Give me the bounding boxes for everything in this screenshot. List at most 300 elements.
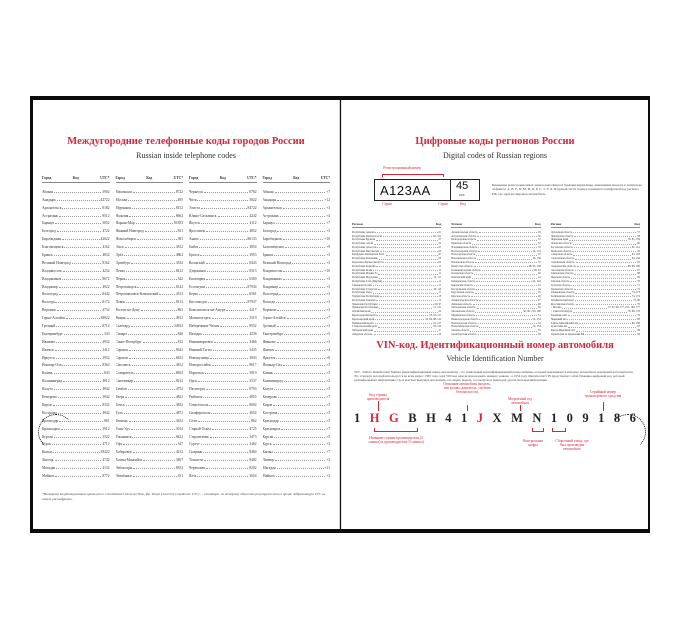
leader-dots bbox=[283, 365, 325, 366]
vin-example bbox=[354, 411, 636, 426]
region-name: Северная Осетия bbox=[352, 283, 372, 287]
region-code: 20, 95 bbox=[434, 302, 442, 306]
leader-dots bbox=[275, 350, 325, 351]
city-name: Бийск bbox=[189, 245, 199, 250]
city-code: +4 bbox=[326, 347, 330, 352]
city-code: 3412 bbox=[102, 347, 110, 352]
phone-code-row bbox=[263, 241, 331, 249]
region-code: 31 bbox=[537, 238, 541, 242]
phone-code-row bbox=[116, 281, 184, 289]
region-code: 74, 174 bbox=[631, 295, 640, 299]
city-name: Кисловодск bbox=[189, 300, 208, 305]
city-name: Магадан bbox=[42, 466, 56, 471]
leader-dots bbox=[273, 444, 326, 445]
leader-dots bbox=[277, 342, 326, 343]
city-code: +3 bbox=[326, 205, 330, 210]
city-code: +5 bbox=[326, 434, 330, 439]
city-name: Ессентуки bbox=[189, 284, 205, 289]
city-name: Архангельск bbox=[262, 205, 282, 210]
city-code: 3652 bbox=[249, 410, 257, 415]
leader-dots bbox=[275, 460, 325, 461]
city-code: 8443 bbox=[249, 260, 257, 265]
city-name: Москва bbox=[115, 197, 128, 202]
city-name: Волжский bbox=[189, 260, 205, 265]
region-name: Оренбургская область bbox=[451, 332, 477, 336]
region-codes-column bbox=[352, 222, 441, 336]
leader-dots bbox=[198, 381, 249, 382]
region-code: 08 bbox=[438, 257, 442, 261]
phone-code-row bbox=[263, 281, 331, 289]
city-code: 831 bbox=[177, 229, 183, 234]
vin-label-serial: Серийный номер транспортного средства bbox=[584, 390, 622, 398]
city-name: Воронеж bbox=[42, 308, 56, 313]
city-name: Ульяновск bbox=[115, 434, 132, 439]
region-code: 56 bbox=[537, 332, 541, 336]
region-code: 07 bbox=[438, 253, 442, 257]
city-name: Иваново bbox=[262, 339, 276, 344]
vin-label-description: Описание автомобиля (модель, тип кузова, двигатель, система безопасности) bbox=[443, 382, 491, 394]
phone-code-row bbox=[189, 218, 257, 226]
region-code: 48 bbox=[537, 302, 541, 306]
city-name: Калининград bbox=[42, 379, 63, 384]
region-name: Удмуртская Республика bbox=[352, 295, 380, 299]
city-code: +8 bbox=[326, 355, 330, 360]
phone-code-row bbox=[189, 328, 257, 336]
region-code: 01 bbox=[438, 230, 442, 234]
city-name: Сочи bbox=[189, 418, 197, 423]
city-name: Петрозаводск bbox=[115, 284, 137, 289]
region-code: 06 bbox=[438, 249, 442, 253]
leader-dots bbox=[276, 358, 325, 359]
region-code: 46 bbox=[537, 295, 541, 299]
leader-dots bbox=[212, 318, 249, 319]
region-code: 39, 91 bbox=[533, 268, 541, 272]
region-name: Брянская область bbox=[451, 242, 472, 246]
phone-code-row bbox=[42, 225, 110, 233]
utc-footnote: *Всемирное координированное время (англ. Coordinated Universal Time, фр. Temps Universel Coordonné, UTC) — стандарт, по которому общество регулирует часы и время. Аббревиатура UTC не имеет расшифровки. bbox=[42, 492, 326, 501]
city-code: +3 bbox=[326, 253, 330, 258]
phone-code-row bbox=[189, 249, 257, 257]
city-name: Архангельск bbox=[42, 205, 62, 210]
leader-dots bbox=[214, 342, 248, 343]
region-codes-column bbox=[551, 222, 640, 336]
leader-dots bbox=[129, 216, 174, 217]
phone-code-row bbox=[42, 360, 110, 368]
leader-dots bbox=[58, 397, 102, 398]
region-name: Ненецкий АО bbox=[550, 317, 567, 321]
city-code: 8142 bbox=[175, 284, 183, 289]
phone-code-row bbox=[42, 383, 110, 391]
region-name: Владимирская область bbox=[451, 245, 478, 249]
city-name: Горно-Алтайск bbox=[262, 316, 286, 321]
header-code: Код bbox=[535, 222, 541, 226]
phone-code-row bbox=[189, 407, 257, 415]
city-name: Нарьян-Мар bbox=[115, 221, 135, 226]
region-name: Рязанская область bbox=[550, 249, 572, 253]
city-code: 38822 bbox=[100, 316, 110, 321]
city-code: 8482 bbox=[249, 458, 257, 463]
city-name: Красноярск bbox=[42, 426, 60, 431]
leader-dots bbox=[203, 452, 248, 453]
right-page-title: Цифровые коды регионов России bbox=[415, 136, 575, 147]
city-name: Магнитогорск bbox=[189, 316, 211, 321]
plate-bracket-top bbox=[382, 174, 444, 177]
city-code: 8342 bbox=[175, 347, 183, 352]
city-code: 863 bbox=[177, 308, 183, 313]
vin-label-maker: Название страны производителя (2 символ) и производителя (3 символ) bbox=[368, 436, 424, 444]
phone-code-row bbox=[263, 415, 331, 423]
region-name: Архангельская область bbox=[451, 230, 478, 234]
city-code: 3919 bbox=[249, 371, 257, 376]
city-name: Ижевск bbox=[262, 347, 275, 352]
region-name: Хабаровский край bbox=[352, 329, 373, 333]
vin-connector bbox=[378, 401, 379, 411]
region-code: 89 bbox=[637, 329, 640, 333]
city-name: Псков bbox=[115, 300, 125, 305]
phone-code-row bbox=[116, 367, 184, 375]
region-code: 44 bbox=[537, 287, 541, 291]
city-code: +3 bbox=[326, 402, 330, 407]
city-code: 3532 bbox=[175, 260, 183, 265]
leader-dots bbox=[199, 247, 248, 248]
leader-dots bbox=[213, 350, 249, 351]
city-code: +3 bbox=[326, 324, 330, 329]
vin-char: M bbox=[511, 411, 523, 425]
vin-char: 4 bbox=[445, 411, 452, 425]
city-code: 4862 bbox=[175, 253, 183, 258]
region-codes-header bbox=[352, 222, 441, 228]
leader-dots bbox=[56, 326, 101, 327]
city-name: Новокузнецк bbox=[189, 355, 209, 360]
leader-dots bbox=[126, 405, 175, 406]
leader-dots bbox=[284, 381, 326, 382]
leader-dots bbox=[478, 334, 537, 335]
phone-code-row bbox=[116, 249, 184, 257]
city-code: 347 bbox=[177, 442, 183, 447]
city-name: Калуга bbox=[262, 387, 274, 392]
leader-dots bbox=[128, 200, 177, 201]
leader-dots bbox=[199, 294, 248, 295]
phone-code-row bbox=[116, 439, 184, 447]
phone-code-row bbox=[42, 233, 110, 241]
city-code: 3843 bbox=[249, 355, 257, 360]
region-name: Волгоградская область bbox=[451, 249, 478, 253]
region-code: 19 bbox=[438, 298, 442, 302]
city-code: 42622 bbox=[100, 237, 110, 242]
region-name: Калининградская область bbox=[451, 268, 481, 272]
city-name: Ярославль bbox=[189, 229, 206, 234]
city-name: Пермь bbox=[115, 276, 126, 281]
city-code: 4722 bbox=[102, 229, 110, 234]
city-name: Киров bbox=[262, 402, 273, 407]
region-name: Вологодская область bbox=[451, 253, 476, 257]
city-code: 3467 bbox=[175, 458, 183, 463]
phone-code-row bbox=[116, 210, 184, 218]
leader-dots bbox=[206, 287, 247, 288]
city-code: 8793 bbox=[249, 387, 257, 392]
plate-country: RUS bbox=[459, 194, 465, 197]
region-name: Мурманская область bbox=[451, 313, 475, 317]
phone-code-row bbox=[189, 304, 257, 312]
leader-dots bbox=[277, 200, 323, 201]
phone-code-row bbox=[263, 296, 331, 304]
city-code: 4932 bbox=[102, 339, 110, 344]
city-name: Екатеринбург bbox=[262, 331, 284, 336]
region-name: Астраханская область bbox=[451, 234, 477, 238]
region-code: 22 bbox=[438, 310, 442, 314]
city-code: 812 bbox=[177, 339, 183, 344]
city-name: Салехард bbox=[115, 324, 130, 329]
city-code: 8313 bbox=[249, 268, 257, 273]
city-code: 8112 bbox=[175, 300, 183, 305]
region-name: Кировская область bbox=[451, 283, 473, 287]
plate-label-right: Код bbox=[460, 202, 466, 206]
phone-code-row bbox=[189, 289, 257, 297]
region-code: 28 bbox=[438, 332, 442, 336]
vin-char: 1 bbox=[354, 411, 361, 425]
city-name: Владикавказ bbox=[262, 276, 282, 281]
region-name: Смоленская область bbox=[550, 268, 574, 272]
phone-code-row bbox=[116, 360, 184, 368]
phone-code-row bbox=[263, 383, 331, 391]
city-code: 3537 bbox=[249, 379, 257, 384]
city-name: Ижевск bbox=[42, 347, 54, 352]
city-name: Новосибирск bbox=[115, 237, 136, 242]
city-name: Тольятти bbox=[189, 458, 203, 463]
phone-code-row bbox=[116, 470, 184, 478]
leader-dots bbox=[287, 318, 326, 319]
phone-code-row bbox=[263, 423, 331, 431]
city-name: Ханты-Мансийск bbox=[115, 458, 143, 463]
region-code: 49 bbox=[537, 306, 541, 310]
leader-dots bbox=[134, 381, 175, 382]
region-codes-header bbox=[451, 222, 540, 228]
city-code: 6569 bbox=[249, 276, 257, 281]
leader-dots bbox=[136, 223, 174, 224]
phone-code-row bbox=[263, 446, 331, 454]
header-city: Город bbox=[115, 176, 125, 180]
city-code: 3435 bbox=[249, 347, 257, 352]
city-code: +3 bbox=[326, 308, 330, 313]
region-name: Иркутская область bbox=[451, 264, 473, 268]
city-code: 8442 bbox=[102, 292, 110, 297]
city-name: Владикавказ bbox=[42, 276, 62, 281]
phone-code-row bbox=[263, 312, 331, 320]
leader-dots bbox=[226, 310, 248, 311]
left-page-title: Междугородние телефонные коды городов России bbox=[67, 136, 305, 147]
leader-dots bbox=[127, 318, 175, 319]
phone-code-row bbox=[189, 383, 257, 391]
phone-code-row bbox=[189, 186, 257, 194]
city-name: Кызыл bbox=[42, 450, 53, 455]
region-name: Территории за пределами РФ bbox=[550, 332, 585, 336]
city-code: 3519 bbox=[249, 316, 257, 321]
city-code: 8552 bbox=[249, 324, 257, 329]
city-name: Хабаровск bbox=[115, 450, 132, 455]
city-code: 4732 bbox=[102, 308, 110, 313]
region-code: 02, 102 bbox=[433, 234, 442, 238]
city-code: +2 bbox=[326, 379, 330, 384]
leader-dots bbox=[285, 247, 325, 248]
phone-codes-table bbox=[42, 176, 330, 488]
phone-code-row bbox=[116, 415, 184, 423]
city-code: 4752 bbox=[175, 387, 183, 392]
header-code: Код bbox=[634, 222, 640, 226]
city-code: 39422 bbox=[100, 450, 110, 455]
phone-code-row bbox=[116, 383, 184, 391]
leader-dots bbox=[55, 460, 102, 461]
phone-code-row bbox=[116, 202, 184, 210]
region-code: 18 bbox=[438, 295, 442, 299]
leader-dots bbox=[63, 271, 102, 272]
phone-code-row bbox=[42, 273, 110, 281]
city-name: Нижневартовск bbox=[189, 339, 213, 344]
city-name: Магадан bbox=[262, 466, 276, 471]
phone-code-row bbox=[189, 336, 257, 344]
city-name: Пенза bbox=[115, 268, 125, 273]
leader-dots bbox=[133, 192, 175, 193]
city-name: Рязань bbox=[115, 316, 126, 321]
leader-dots bbox=[57, 200, 100, 201]
phone-code-row bbox=[189, 415, 257, 423]
header-utc: UTC* bbox=[173, 176, 183, 180]
city-code: 4852 bbox=[249, 229, 257, 234]
leader-dots bbox=[57, 231, 101, 232]
leader-dots bbox=[292, 263, 325, 264]
city-code: 3854 bbox=[249, 245, 257, 250]
phone-code-row bbox=[42, 304, 110, 312]
leader-dots bbox=[206, 263, 249, 264]
header-code: Код bbox=[219, 176, 226, 180]
phone-code-row bbox=[263, 328, 331, 336]
leader-dots bbox=[53, 452, 99, 453]
region-code: 35 bbox=[537, 253, 541, 257]
phone-code-row bbox=[116, 375, 184, 383]
phone-code-row bbox=[116, 336, 184, 344]
vin-char: H bbox=[369, 411, 380, 425]
region-codes-column bbox=[451, 222, 540, 336]
region-code: 14 bbox=[438, 279, 442, 283]
region-name: Тверская область bbox=[550, 276, 571, 280]
leader-dots bbox=[283, 208, 325, 209]
leader-dots bbox=[133, 452, 175, 453]
phone-code-row bbox=[263, 249, 331, 257]
city-code: 8782 bbox=[249, 189, 257, 194]
phone-code-row bbox=[263, 257, 331, 265]
leader-dots bbox=[274, 389, 325, 390]
phone-code-row bbox=[263, 186, 331, 194]
city-name: Стерлитамак bbox=[189, 434, 209, 439]
vin-intro-text: VIN - Vehicle Identification Number (идентификационный номер автомобиля) - это уникальный идентификационный номер машины, который присваивается каждому автомобилю компанией-изготовителем. Это стандарт, который используется во всем мире с 1981 года, хотя VIN-код начали использовать немного раньше - в 1954 году. Фактически VIN представляет собой буквенно-цифровой код, который расшифровывает информацию: где и кем был выпущен автомобиль, его марка, модель, год выпуска и некоторая другая полезная информация. bbox=[354, 370, 634, 383]
phone-code-row bbox=[42, 257, 110, 265]
region-name: Калужская область bbox=[451, 272, 474, 276]
leader-dots bbox=[129, 358, 175, 359]
city-code: +9 bbox=[326, 245, 330, 250]
city-name: Владивосток bbox=[42, 268, 62, 273]
city-name: Анадырь bbox=[42, 197, 56, 202]
leader-dots bbox=[143, 342, 177, 343]
phone-code-row bbox=[42, 289, 110, 297]
region-code: 29 bbox=[537, 230, 541, 234]
leader-dots bbox=[201, 208, 247, 209]
phone-code-row bbox=[116, 454, 184, 462]
license-plate-region bbox=[450, 179, 480, 201]
city-code: +3 bbox=[326, 276, 330, 281]
phone-code-row bbox=[42, 328, 110, 336]
binding-ring-mark bbox=[610, 414, 646, 450]
leader-dots bbox=[134, 373, 174, 374]
leader-dots bbox=[198, 421, 250, 422]
city-code: 8152 bbox=[175, 205, 183, 210]
vin-connector bbox=[603, 402, 604, 411]
leader-dots bbox=[278, 413, 325, 414]
phone-code-row bbox=[263, 289, 331, 297]
phone-code-row bbox=[116, 241, 184, 249]
phone-code-row bbox=[263, 304, 331, 312]
region-code: 77, 97, 99, 177, 197, 199, 777 bbox=[607, 306, 640, 310]
phone-code-row bbox=[263, 360, 331, 368]
city-code: 4236 bbox=[249, 331, 257, 336]
leader-dots bbox=[206, 389, 248, 390]
leader-dots bbox=[64, 247, 101, 248]
city-name: Керчь bbox=[189, 292, 199, 297]
phone-code-row bbox=[42, 281, 110, 289]
leader-dots bbox=[283, 271, 323, 272]
city-name: Улан-Удэ bbox=[115, 426, 130, 431]
region-code: 83 bbox=[637, 317, 640, 321]
city-name: Липецк bbox=[262, 458, 275, 463]
phone-code-row bbox=[42, 312, 110, 320]
vin-title: VIN-код. Идентификационный номер автомобиля bbox=[376, 340, 614, 351]
leader-dots bbox=[126, 279, 176, 280]
phone-code-row bbox=[189, 399, 257, 407]
region-name: Тульская область bbox=[550, 283, 571, 287]
phone-code-row bbox=[189, 462, 257, 470]
city-name: Братск bbox=[189, 253, 200, 258]
city-name: Калуга bbox=[42, 387, 53, 392]
city-code: 4242 bbox=[249, 213, 257, 218]
phone-code-row bbox=[263, 399, 331, 407]
region-code: 58 bbox=[637, 234, 640, 238]
city-name: Дзержинск bbox=[189, 268, 207, 273]
city-code: +7 bbox=[326, 221, 330, 226]
city-code: 4232 bbox=[102, 268, 110, 273]
city-code: 4872 bbox=[175, 410, 183, 415]
phone-code-row bbox=[189, 202, 257, 210]
phone-code-row bbox=[189, 296, 257, 304]
region-code: 51 bbox=[537, 313, 541, 317]
region-code: 42, 142 bbox=[532, 279, 541, 283]
leader-dots bbox=[132, 208, 175, 209]
header-utc: UTC* bbox=[320, 176, 330, 180]
header-utc: UTC* bbox=[247, 176, 257, 180]
vin-char: 9 bbox=[582, 411, 589, 425]
phone-code-row bbox=[189, 367, 257, 375]
city-name: Орёл bbox=[115, 253, 124, 258]
city-name: Великий Новгород bbox=[42, 260, 71, 265]
region-code: 78, 98, 178 bbox=[627, 310, 640, 314]
city-code: 87934 bbox=[247, 284, 257, 289]
leader-dots bbox=[279, 294, 325, 295]
region-name: Новгородская область bbox=[451, 321, 477, 325]
region-codes-table bbox=[352, 222, 640, 336]
city-name: Великий Новгород bbox=[262, 260, 292, 265]
phone-code-row bbox=[42, 391, 110, 399]
phone-code-row bbox=[116, 296, 184, 304]
city-name: Пятигорск bbox=[189, 387, 206, 392]
phone-code-row bbox=[189, 391, 257, 399]
city-name: Черкесск bbox=[189, 189, 204, 194]
